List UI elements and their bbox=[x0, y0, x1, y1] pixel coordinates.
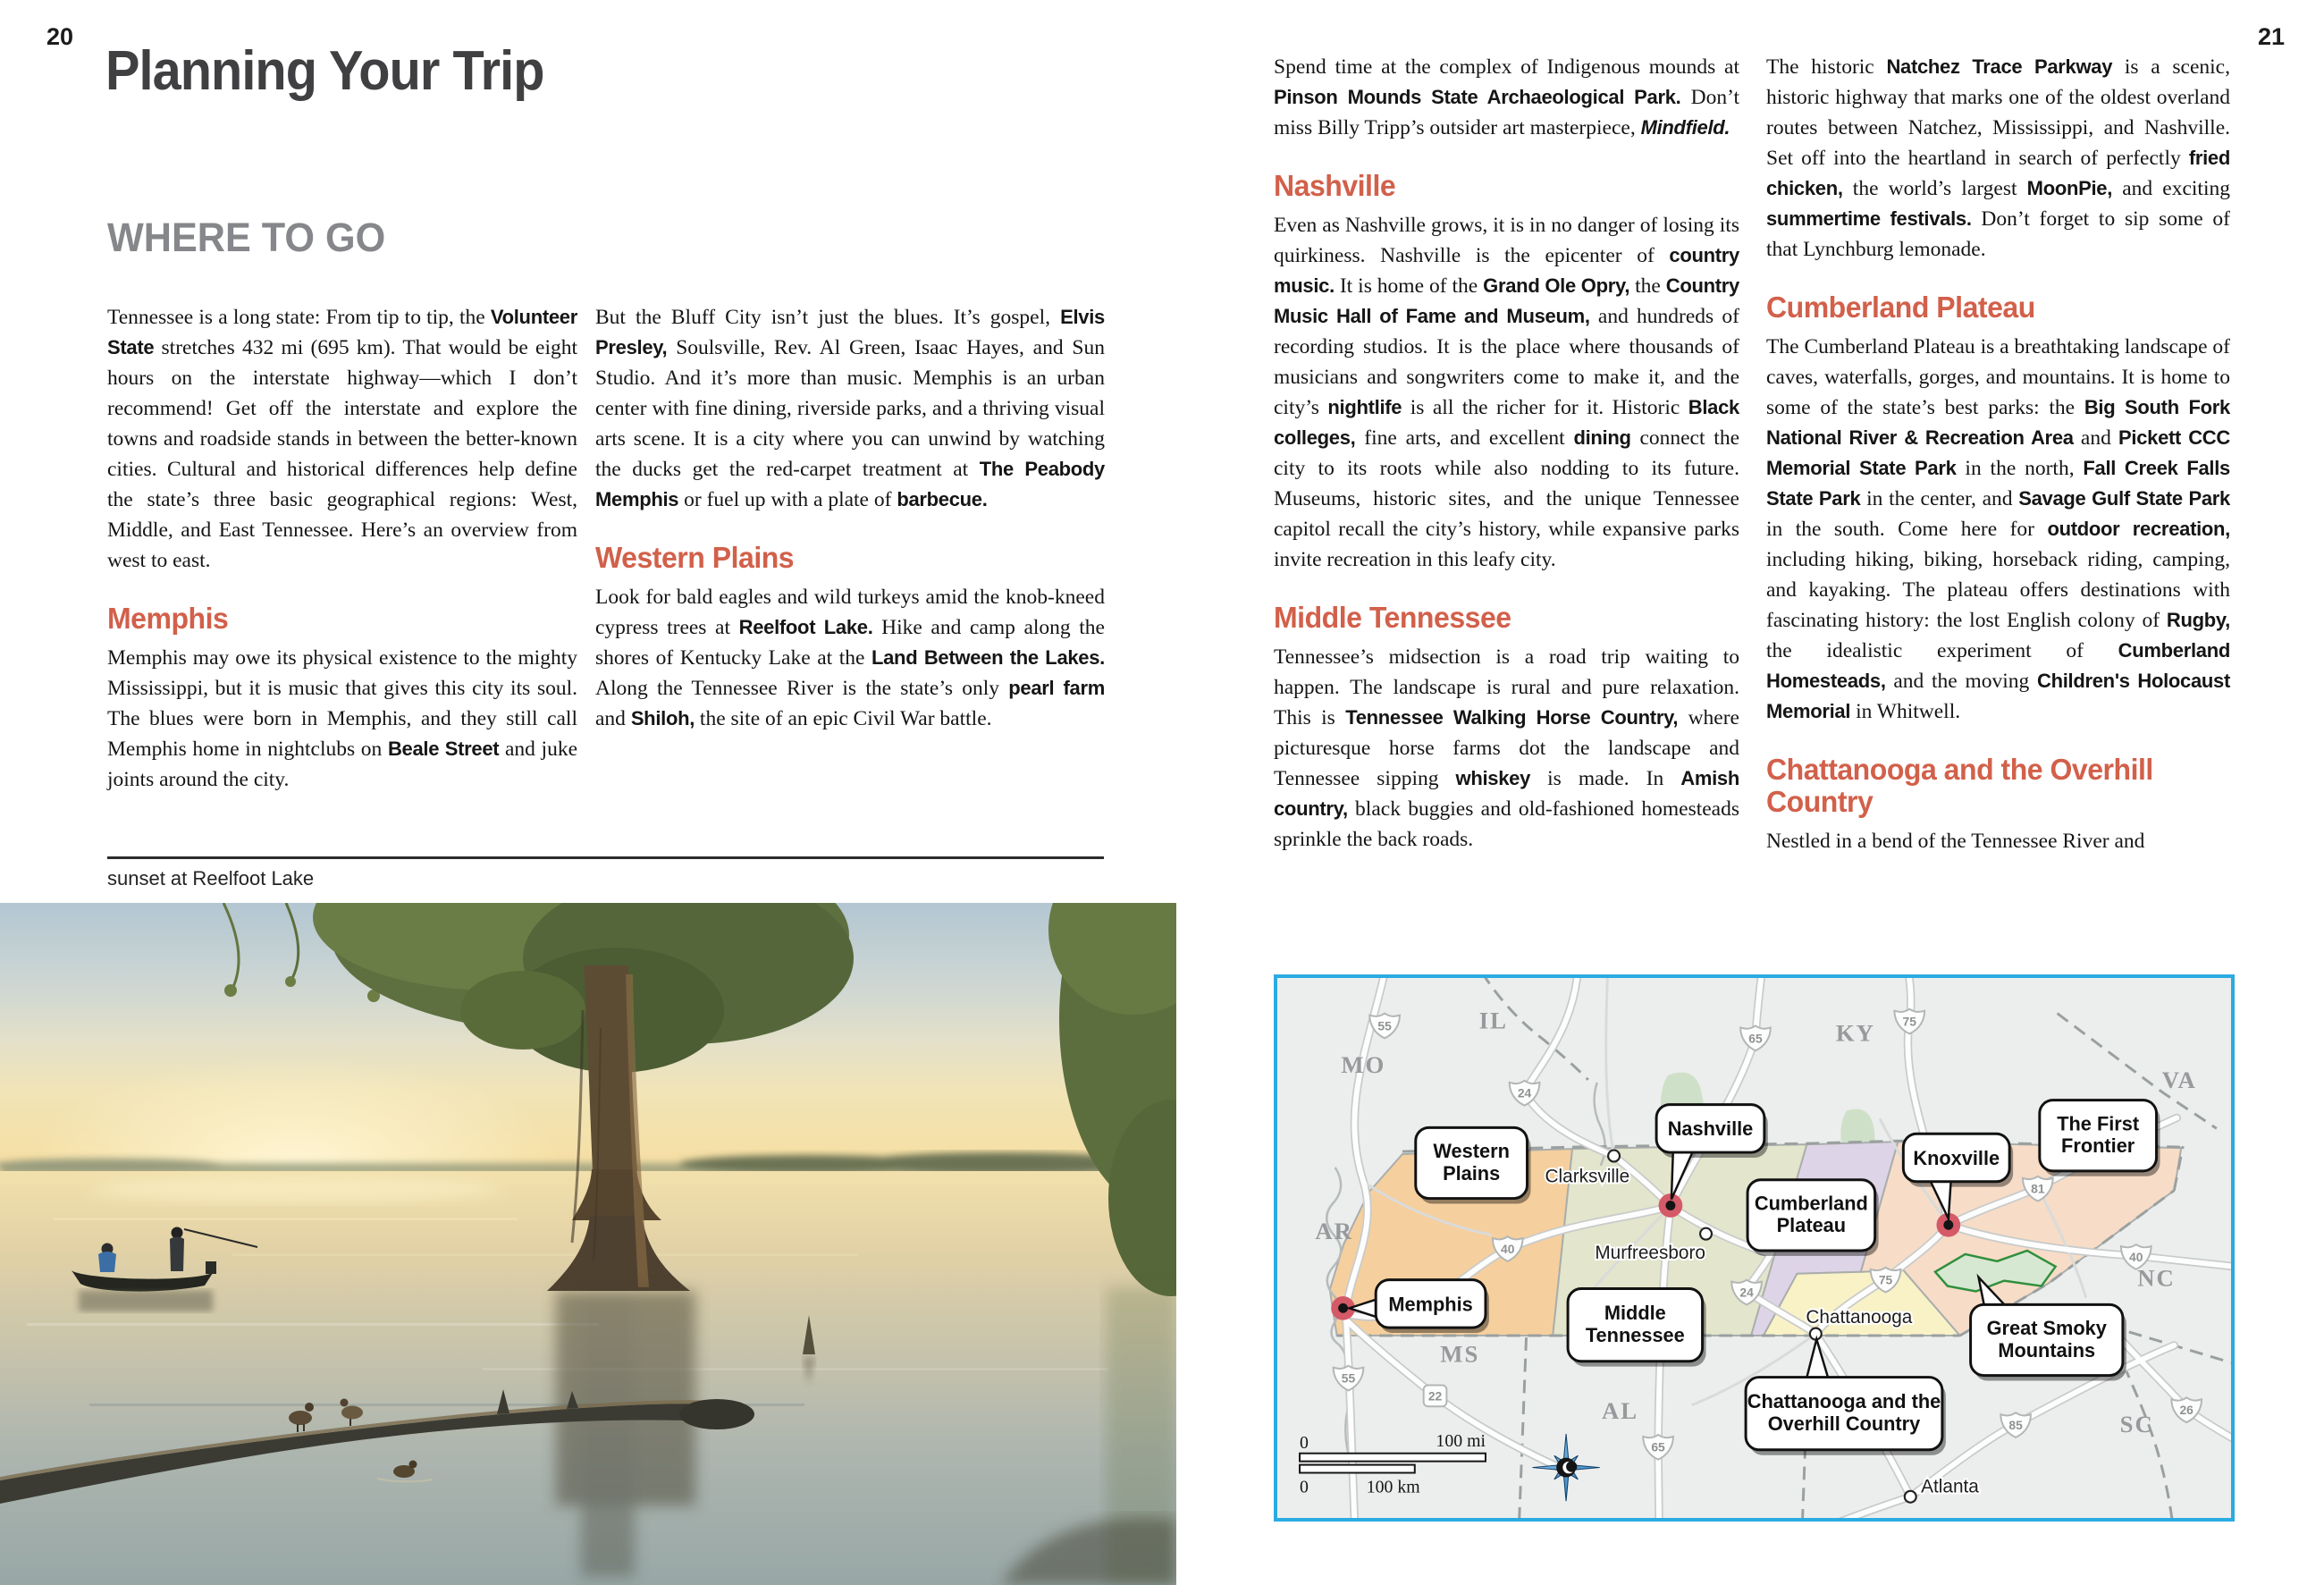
cumberland-plateau-heading: Cumberland Plateau bbox=[1766, 291, 2035, 324]
state-label-ar: AR bbox=[1315, 1218, 1353, 1245]
bluff-city-paragraph: But the Bluff City isn’t just the blues. It’s gospel, Elvis Presley, Soulsville, Rev. Al Green, Isaac Hayes, and Sun Studio. And it’s more than music. Memphis is an urban center with fine dining, riverside parks, and a thriving visual arts scene. It is a city where you can unwind by watching the ducks get the red-carpet treatment at The Peabody Memphis or fuel up with a plate of barbecue. bbox=[595, 306, 1105, 511]
western-plains-paragraph: Look for bald eagles and wild turkeys amid the knob-kneed cypress trees at Reelfoot Lake. Hike and camp along the shores of Kentucky Lake at the Land Between the Lakes. Along the Tennessee River is the state’s only pearl farm and Shiloh, the site of an epic Civil War battle. bbox=[595, 586, 1105, 730]
svg-text:Atlanta: Atlanta bbox=[1921, 1476, 1979, 1497]
map-canvas bbox=[1277, 978, 2231, 1518]
svg-text:75: 75 bbox=[1878, 1272, 1893, 1287]
state-label-al: AL bbox=[1601, 1397, 1639, 1425]
chattanooga-paragraph: Nestled in a bend of the Tennessee River and bbox=[1766, 830, 2145, 853]
svg-text:Frontier: Frontier bbox=[2061, 1134, 2135, 1158]
photo-caption: sunset at Reelfoot Lake bbox=[107, 867, 315, 889]
svg-text:Plains: Plains bbox=[1443, 1161, 1501, 1185]
state-label-va: VA bbox=[2161, 1066, 2197, 1093]
state-label-sc: SC bbox=[2119, 1410, 2154, 1437]
svg-text:Nashville: Nashville bbox=[1667, 1117, 1754, 1141]
page-title: Planning Your Trip bbox=[105, 40, 544, 102]
svg-text:81: 81 bbox=[2031, 1181, 2045, 1196]
state-label-mo: MO bbox=[1341, 1050, 1386, 1078]
svg-text:Great Smoky: Great Smoky bbox=[1986, 1317, 2107, 1340]
nashville-paragraph: Even as Nashville grows, it is in no danger of losing its quirkiness. Nashville is the epicenter of country music. It is home of the Grand Ole Opry, the Country Music Hall of Fame and Museum, and hundreds of recording studios. It is the place where thousands of musicians and songwriters come to make it, and the city’s nightlife is all the richer for it. Historic Black colleges, fine arts, and excellent dining connect the city to its roots while also nodding to its future. Museums, historic sites, and the unique Tennessee capitol recall the city’s history, while expansive parks invite recreation in this leafy city. bbox=[1274, 214, 1739, 571]
map-callout-cumberland-plateau bbox=[1747, 1180, 1879, 1256]
svg-text:Plateau: Plateau bbox=[1776, 1214, 1847, 1237]
svg-text:40: 40 bbox=[1501, 1241, 1515, 1256]
svg-text:0: 0 bbox=[1300, 1477, 1309, 1497]
right-page-column-1 bbox=[1274, 52, 1739, 855]
photo-illustration bbox=[0, 903, 1176, 1585]
svg-text:65: 65 bbox=[1748, 1031, 1763, 1046]
svg-text:Murfreesboro: Murfreesboro bbox=[1595, 1242, 1705, 1263]
page-number-right: 21 bbox=[2257, 23, 2285, 50]
tennessee-regions-map bbox=[1274, 974, 2235, 1522]
svg-text:Knoxville: Knoxville bbox=[1913, 1146, 2000, 1169]
state-label-il: IL bbox=[1478, 1007, 1508, 1034]
svg-text:26: 26 bbox=[2179, 1403, 2193, 1418]
map-callout-western-plains bbox=[1416, 1127, 1531, 1203]
svg-text:85: 85 bbox=[2008, 1417, 2023, 1432]
svg-text:100 km: 100 km bbox=[1366, 1477, 1420, 1497]
us-route-shield-22 bbox=[1424, 1385, 1447, 1406]
left-page-column-2 bbox=[595, 302, 1105, 734]
natchez-paragraph: The historic Natchez Trace Parkway is a scenic, historic highway that marks one of the oldest overland routes between Natchez, Mississippi, and Nashville. Set off into the heartland in search of perfectly fried chicken, the world’s largest MoonPie, and exciting summertime festivals. Don’t forget to sip some of that Lynchburg lemonade. bbox=[1766, 55, 2230, 261]
page-number-left: 20 bbox=[46, 23, 74, 50]
svg-text:Mountains: Mountains bbox=[1998, 1338, 2096, 1362]
memphis-heading: Memphis bbox=[107, 602, 229, 635]
svg-text:55: 55 bbox=[1377, 1018, 1392, 1033]
state-label-nc: NC bbox=[2137, 1264, 2176, 1292]
reelfoot-lake-photo bbox=[0, 903, 1176, 1585]
svg-text:Cumberland: Cumberland bbox=[1754, 1192, 1868, 1215]
western-plains-heading: Western Plains bbox=[595, 541, 795, 574]
svg-text:0: 0 bbox=[1300, 1432, 1309, 1453]
middle-tennessee-heading: Middle Tennessee bbox=[1274, 601, 1511, 634]
intro-paragraph: Tennessee is a long state: From tip to tip, the Volunteer State stretches 432 mi (695 km). That would be eight hours on the interstate highway—which I don’t recommend! Get off the interstate and explore the towns and roadside stands in between the better-known cities. Cultural and historical differences help define the state’s three basic geographical regions: West, Middle, and East Tennessee. Here’s an overview from west to east. bbox=[107, 306, 577, 572]
svg-text:Western: Western bbox=[1433, 1140, 1510, 1163]
state-label-ky: KY bbox=[1835, 1019, 1875, 1047]
pinson-paragraph: Spend time at the complex of Indigenous mounds at Pinson Mounds State Archaeological Park. Don’t miss Billy Tripp’s outsider art masterpiece, Mindfield. bbox=[1274, 55, 1739, 139]
left-page-column-1 bbox=[107, 302, 577, 795]
nashville-heading: Nashville bbox=[1274, 169, 1396, 202]
middle-tennessee-paragraph: Tennessee’s midsection is a road trip waiting to happen. The landscape is rural and pure relaxation. This is Tennessee Walking Horse Country, where picturesque horse farms dot the landscape and Tennessee sipping whiskey is made. In Amish country, black buggies and old-fashioned homesteads sprinkle the back roads. bbox=[1274, 645, 1739, 851]
svg-text:55: 55 bbox=[1341, 1370, 1356, 1386]
cumberland-paragraph: The Cumberland Plateau is a breathtaking landscape of caves, waterfalls, gorges, and mountains. It is home to some of the state’s best parks: the Big South Fork National River & Recreation Area and Pickett CCC Memorial State Park in the north, Fall Creek Falls State Park in the center, and Savage Gulf State Park in the south. Come here for outdoor recreation, including hiking, biking, horseback riding, camping, and kayaking. The plateau offers destinations with fascinating history: the lost English colony of Rugby, the idealistic experiment of Cumberland Homesteads, and the moving Children's Holocaust Memorial in Whitwell. bbox=[1766, 335, 2230, 723]
memphis-paragraph: Memphis may owe its physical existence to the mighty Mississippi, but it is music that gives this city its soul. The blues were born in Memphis, and they still call Memphis home in nightclubs on Beale Street and juke joints around the city. bbox=[107, 646, 578, 791]
svg-text:75: 75 bbox=[1902, 1014, 1916, 1029]
svg-text:24: 24 bbox=[1739, 1285, 1754, 1300]
svg-text:24: 24 bbox=[1517, 1085, 1532, 1100]
svg-text:Tennessee: Tennessee bbox=[1585, 1323, 1685, 1346]
svg-text:22: 22 bbox=[1427, 1388, 1443, 1404]
svg-text:65: 65 bbox=[1651, 1439, 1665, 1454]
svg-text:The First: The First bbox=[2057, 1112, 2140, 1135]
right-page-column-2 bbox=[1766, 52, 2230, 856]
state-label-ms: MS bbox=[1440, 1340, 1480, 1368]
chattanooga-heading: Chattanooga and the Overhill Country bbox=[1766, 753, 2153, 818]
svg-text:100 mi: 100 mi bbox=[1436, 1430, 1486, 1451]
sun-reflection bbox=[89, 1175, 501, 1203]
map-callout-the-first-frontier bbox=[2040, 1100, 2160, 1176]
svg-text:Clarksville: Clarksville bbox=[1545, 1166, 1630, 1187]
map-callout-middle-tennessee bbox=[1568, 1289, 1705, 1367]
svg-text:Chattanooga and the: Chattanooga and the bbox=[1747, 1390, 1941, 1413]
svg-text:Memphis: Memphis bbox=[1388, 1293, 1473, 1316]
svg-text:Middle: Middle bbox=[1604, 1302, 1666, 1325]
caption-rule bbox=[107, 856, 1104, 859]
svg-text:40: 40 bbox=[2129, 1249, 2143, 1264]
section-kicker: WHERE TO GO bbox=[107, 215, 386, 260]
svg-text:Chattanooga: Chattanooga bbox=[1806, 1307, 1913, 1328]
svg-text:Overhill Country: Overhill Country bbox=[1767, 1412, 1921, 1435]
